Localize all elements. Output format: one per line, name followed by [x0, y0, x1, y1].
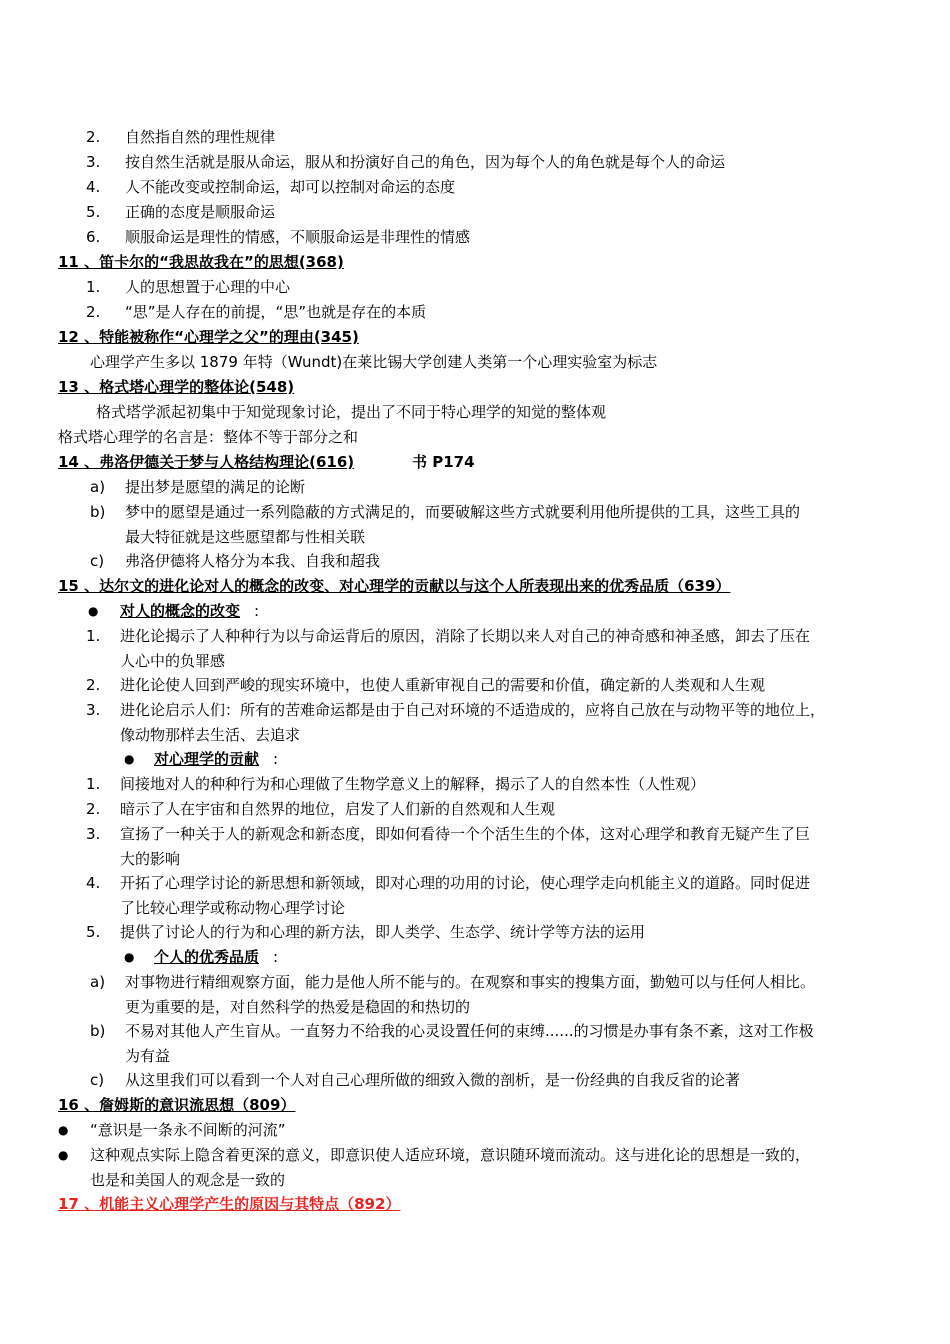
list-item: 2. “思”是人存在的前提，“思”也就是存在的本质 — [86, 303, 427, 321]
paragraph: 格式塔心理学的名言是：整体不等于部分之和 — [58, 428, 359, 446]
bullet-icon: ● — [124, 752, 135, 766]
list-item: a) 提出梦是愿望的满足的论断 — [90, 478, 306, 496]
bullet-icon: ● — [58, 1148, 69, 1162]
list-item: ● 这种观点实际上隐含着更深的意义，即意识使人适应环境，意识随环境而流动。这与进化论的思想是一致的， — [0, 1143, 950, 1168]
sub-heading: ● 对心理学的贡献 : — [0, 747, 950, 772]
list-item: 1. 间接地对人的种种行为和心理做了生物学意义上的解释，揭示了人的自然本性（人性观） — [86, 775, 706, 793]
section-heading: 15 、达尔文的进化论对人的概念的改变、对心理学的贡献以与这个人所表现出来的优秀品质（639） — [58, 577, 731, 595]
section-heading: 17 、机能主义心理学产生的原因与其特点（892） — [58, 1195, 401, 1213]
list-item-continuation: 也是和美国人的观念是一致的 — [90, 1171, 286, 1189]
list-item: 1. 进化论揭示了人种种行为以与命运背后的原因，消除了长期以来人对自己的神奇感和神圣感，卸去了压在 — [86, 627, 811, 645]
list-item-continuation: 了比较心理学或称动物心理学讨论 — [120, 899, 346, 917]
list-item: b) 梦中的愿望是通过一系列隐蔽的方式满足的，而要破解这些方式就要利用他所提供的工具，这些工具的 — [90, 503, 801, 521]
list-item-continuation: 更为重要的是，对自然科学的热爱是稳固的和热切的 — [125, 998, 471, 1016]
list-item: 2. 暗示了人在宇宙和自然界的地位，启发了人们新的自然观和人生观 — [86, 800, 556, 818]
list-item: a) 对事物进行精细观察方面，能力是他人所不能与的。在观察和事实的搜集方面，勤勉可以与任何人相比。 — [90, 973, 816, 991]
list-item-continuation: 人心中的负罪感 — [120, 652, 226, 670]
section-heading: 12 、特能被称作“心理学之父”的理由(345) — [58, 328, 359, 346]
book-reference: 书 P174 — [412, 453, 475, 471]
list-item: c) 从这里我们可以看到一个人对自己心理所做的细致入微的剖析，是一份经典的自我反省的论著 — [90, 1071, 741, 1089]
bullet-icon: ● — [88, 604, 99, 618]
list-item: ● “意识是一条永不间断的河流” — [0, 1118, 950, 1143]
list-item: 6. 顺服命运是理性的情感，不顺服命运是非理性的情感 — [86, 228, 471, 246]
paragraph: 心理学产生多以 1879 年特（Wundt)在莱比锡大学创建人类第一个心理实验室为标志 — [90, 353, 658, 371]
bullet-icon: ● — [124, 950, 135, 964]
bullet-icon: ● — [58, 1123, 69, 1137]
document-page — [0, 125, 950, 1217]
list-item: 3. 进化论启示人们：所有的苦难命运都是由于自己对环境的不适造成的，应将自己放在与动物平等的地位上， — [86, 701, 826, 719]
list-item: 2. 自然指自然的理性规律 — [86, 128, 276, 146]
list-item: 4. 人不能改变或控制命运，却可以控制对命运的态度 — [86, 178, 456, 196]
list-item: 5. 提供了讨论人的行为和心理的新方法，即人类学、生态学、统计学等方法的运用 — [86, 923, 646, 941]
list-item: b) 不易对其他人产生盲从。一直努力不给我的心灵设置任何的束缚......的习惯是办事有条不紊，这对工作极 — [90, 1022, 814, 1040]
sub-heading: ● 个人的优秀品质 : — [0, 945, 950, 970]
list-item: 3. 宣扬了一种关于人的新观念和新态度，即如何看待一个个活生生的个体，这对心理学和教育无疑产生了巨 — [86, 825, 811, 843]
section-heading: 13 、格式塔心理学的整体论(548) — [58, 378, 295, 396]
paragraph: 格式塔学派起初集中于知觉现象讨论，提出了不同于特心理学的知觉的整体观 — [96, 403, 607, 421]
list-item: 5. 正确的态度是顺服命运 — [86, 203, 276, 221]
list-item: 1. 人的思想置于心理的中心 — [86, 278, 291, 296]
list-item-continuation: 最大特征就是这些愿望都与性相关联 — [125, 528, 366, 546]
list-item: 4. 开拓了心理学讨论的新思想和新领域，即对心理的功用的讨论，使心理学走向机能主义的道路。同时促进 — [86, 874, 811, 892]
list-item: 3. 按自然生活就是服从命运，服从和扮演好自己的角色，因为每个人的角色就是每个人的命运 — [86, 153, 726, 171]
sub-heading: ● 对人的概念的改变 : — [0, 599, 950, 624]
list-item: 2. 进化论使人回到严峻的现实环境中，也使人重新审视自己的需要和价值，确定新的人类观和人生观 — [86, 676, 766, 694]
list-item-continuation: 大的影响 — [120, 850, 181, 868]
section-heading: 11 、笛卡尔的“我思故我在”的思想(368) — [58, 253, 344, 271]
list-item-continuation: 像动物那样去生活、去追求 — [120, 726, 301, 744]
section-heading: 14 、弗洛伊德关于梦与人格结构理论(616) 书 P174 — [0, 450, 950, 475]
list-item: c) 弗洛伊德将人格分为本我、自我和超我 — [90, 552, 381, 570]
section-heading: 16 、詹姆斯的意识流思想（809） — [58, 1096, 296, 1114]
list-item-continuation: 为有益 — [125, 1047, 171, 1065]
